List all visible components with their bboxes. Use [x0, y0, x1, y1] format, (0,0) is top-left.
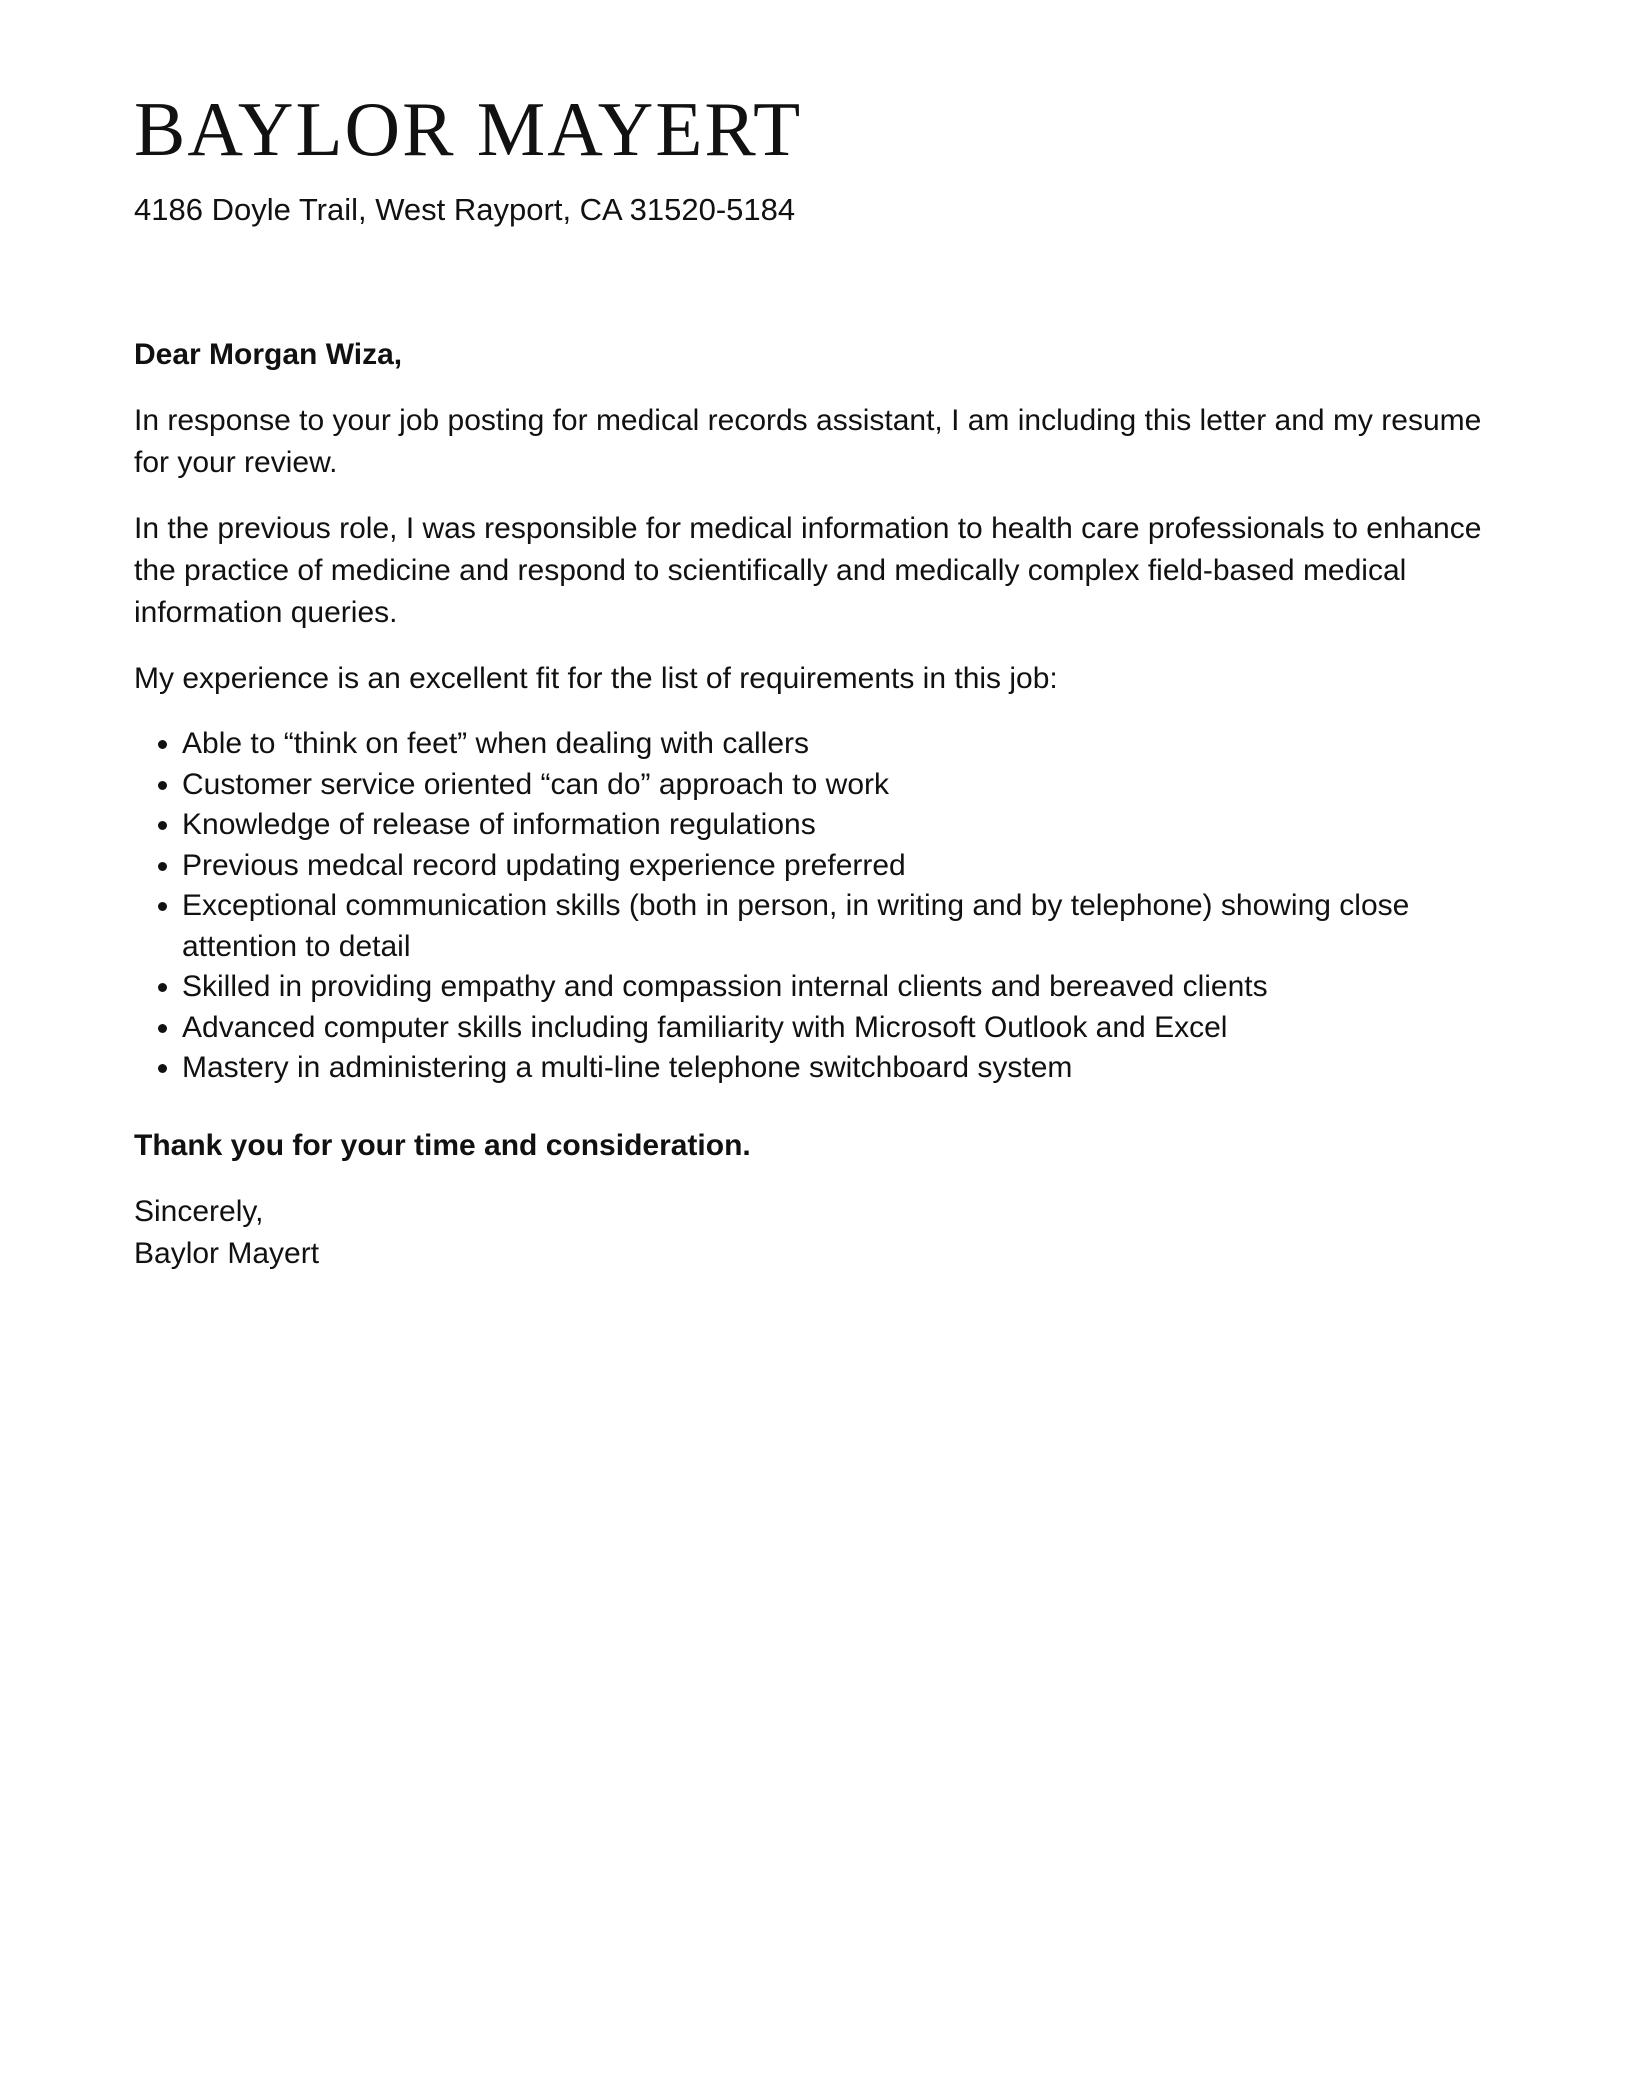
list-item: • Customer service oriented “can do” approach to work — [182, 765, 1500, 806]
sender-name: BAYLOR MAYERT — [134, 86, 803, 172]
closing-line: Sincerely, — [134, 1194, 264, 1228]
greeting: Dear Morgan Wiza, — [134, 338, 403, 371]
letter-body — [134, 334, 1500, 1275]
requirements-list — [134, 724, 1500, 1089]
paragraph-previous-role: In the previous role, I was responsible for medical information to health care professionals to enhance the practice of medicine and respond to scientifically and medically complex field-based medical information queries. — [134, 512, 1482, 629]
paragraph-intro: In response to your job posting for medical records assistant, I am including this letter and my resume for your review. — [134, 404, 1482, 479]
list-item: • Previous medcal record updating experience preferred — [182, 846, 1500, 887]
list-item: • Skilled in providing empathy and compassion internal clients and bereaved clients — [182, 967, 1500, 1008]
list-item: • Mastery in administering a multi-line telephone switchboard system — [182, 1048, 1500, 1089]
list-item: • Able to “think on feet” when dealing with callers — [182, 724, 1500, 765]
thanks-line: Thank you for your time and consideration. — [134, 1128, 751, 1162]
sender-address: 4186 Doyle Trail, West Rayport, CA 31520-5184 — [134, 192, 796, 227]
letter-content — [134, 86, 1500, 1275]
list-item: • Advanced computer skills including familiarity with Microsoft Outlook and Excel — [182, 1008, 1500, 1049]
list-item: • Exceptional communication skills (both in person, in writing and by telephone) showing close attention to detail — [182, 886, 1500, 967]
signature-name: Baylor Mayert — [134, 1236, 320, 1270]
list-item: • Knowledge of release of information regulations — [182, 805, 1500, 846]
paragraph-requirements-lead: My experience is an excellent fit for the list of requirements in this job: — [134, 662, 1058, 695]
